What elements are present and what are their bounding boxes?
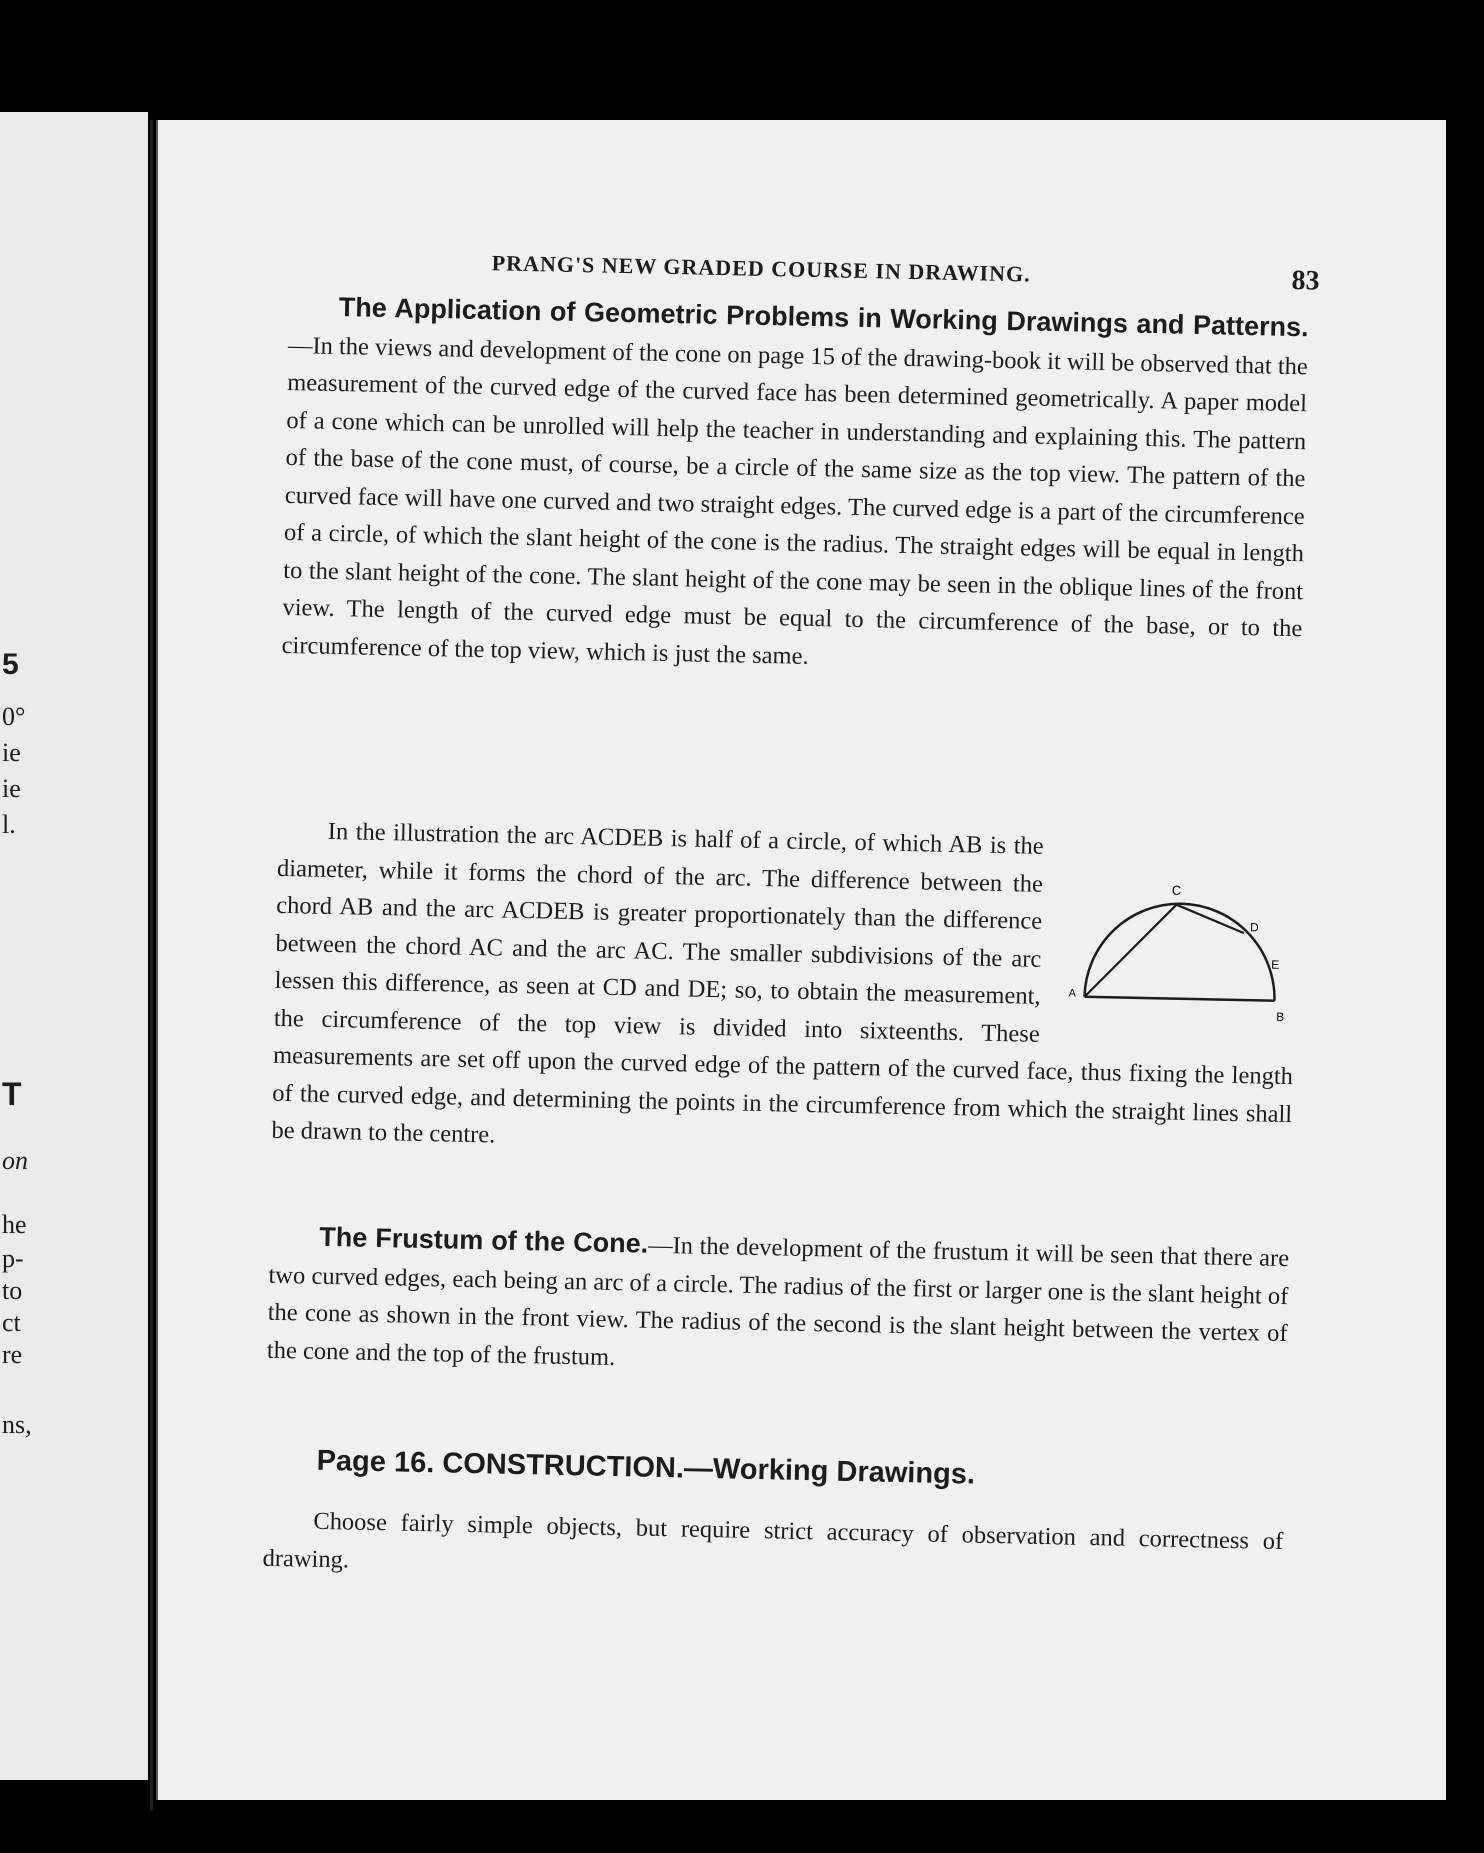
margin-fragment: ns,	[2, 1410, 32, 1439]
margin-fragment: l.	[2, 810, 16, 839]
label-c: C	[1171, 882, 1182, 898]
paragraph-text: In the illustration the arc ACDEB is half of a circle, of which AB is the diameter, while it forms the chord of the arc. The difference between the chord AB and the arc ACDEB is greater proportionately than the difference between the chord AC and the arc AC. The smaller subdivisions of the arc lessen this difference, as seen at CD and DE; so, to obtain the measurement, the circumference of the top view is divided into sixteenths. These measurements are set off upon the curved edge of the pattern of the curved face, thus fixing the length of the curved edge, and determining the points in the circumference from which the straight lines shall be drawn to the centre.	[271, 817, 1294, 1149]
section-heading-application: The Application of Geometric Problems in Working Drawings and Patterns.	[338, 292, 1309, 343]
paragraph-text: Choose fairly simple objects, but require strict accuracy of observation and correctness of drawing.	[262, 1507, 1284, 1573]
paragraph-construction	[262, 1502, 1283, 1598]
margin-fragment: to	[2, 1276, 23, 1305]
margin-fragment: ie	[2, 738, 21, 767]
margin-fragment: on	[2, 1146, 28, 1175]
facing-page	[0, 112, 148, 1780]
page-number: 83	[1291, 264, 1320, 297]
arc-diagram	[1064, 872, 1297, 1027]
paragraph-text: —In the views and development of the cone on page 15 of the drawing-book it will be observed that the measurement of the curved edge of the curved face has been determined geometrically. A paper model of a cone which can be unrolled will help the teacher in understanding and explaining this. The pattern of the base of the cone must, of course, be a circle of the same size as the top view. The pattern of the curved face will have one curved and two straight edges. The curved edge is a part of the circumference of a circle, of which the slant height of the cone is the radius. The straight edges will be equal in length to the slant height of the cone. The slant height of the cone may be seen in the oblique lines of the front view. The length of the curved edge must be equal to the circumference of the base, or to the circumference of the top view, which is just the same.	[281, 331, 1309, 670]
margin-fragment: T	[2, 1076, 22, 1112]
paragraph-text: —In the development of the frustum it will be seen that there are two curved edges, each being an arc of a circle. The radius of the first or larger one is the slant height of the cone as shown in the front view. The radius of the second is the slant height between the vertex of the cone and the top of the frustum.	[266, 1231, 1290, 1371]
label-a: A	[1068, 987, 1077, 1000]
paragraph-frustum	[267, 1218, 1290, 1390]
section-heading-construction: Page 16. CONSTRUCTION.—Working Drawings.	[316, 1444, 976, 1491]
paragraph-illustration	[271, 812, 1298, 1171]
margin-fragment: p-	[2, 1244, 24, 1273]
label-d: D	[1249, 920, 1259, 935]
margin-fragment: he	[2, 1210, 27, 1239]
margin-fragment: ie	[2, 774, 21, 803]
margin-fragment: ct	[2, 1308, 21, 1337]
diameter-ab	[1085, 997, 1275, 1001]
semicircle-arc	[1085, 902, 1280, 1001]
running-head	[491, 250, 1311, 293]
section-heading-frustum: The Frustum of the Cone.	[319, 1221, 649, 1259]
label-e: E	[1271, 957, 1280, 972]
margin-fragment: 5	[2, 648, 19, 681]
book-page	[156, 120, 1446, 1800]
running-title: PRANG'S NEW GRADED COURSE IN DRAWING.	[491, 250, 1031, 287]
page-content	[140, 106, 1465, 1813]
label-b: B	[1276, 1009, 1285, 1024]
paragraph-application	[281, 288, 1309, 685]
margin-fragment: 0°	[2, 702, 26, 731]
margin-fragment: re	[2, 1340, 23, 1369]
